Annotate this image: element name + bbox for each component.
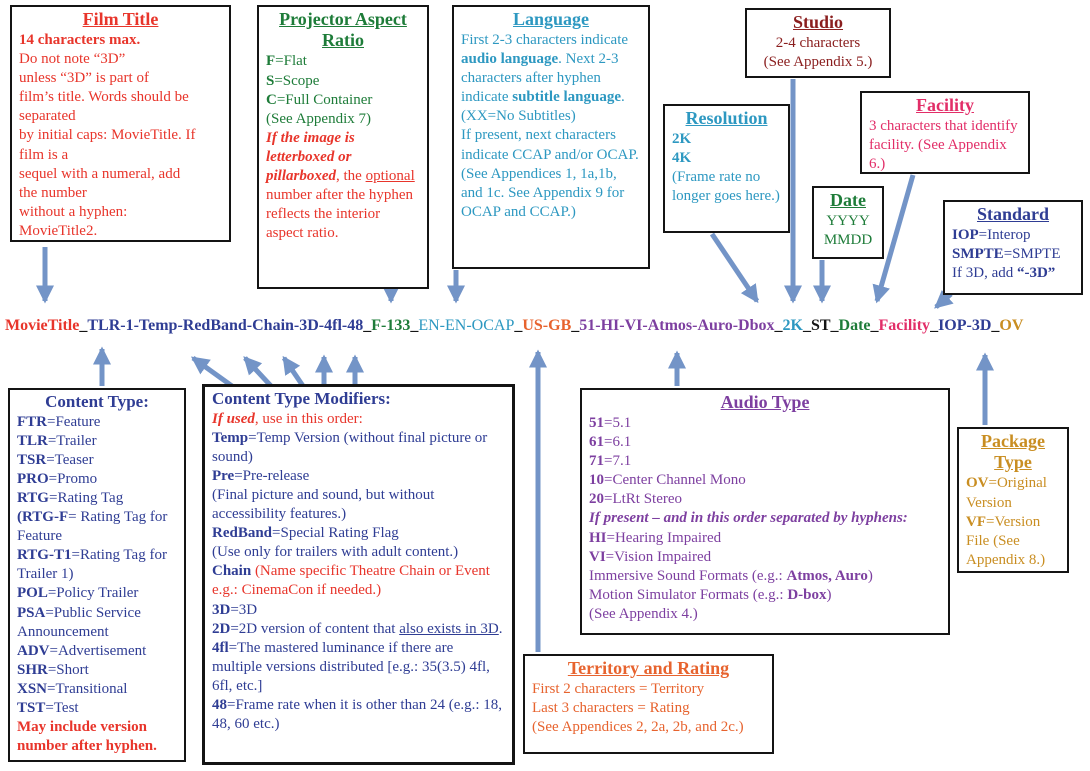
standard-body: IOP=Interop SMPTE=SMPTE If 3D, add “-3D” (952, 227, 1061, 282)
facility-box (860, 91, 1030, 174)
package-type-box (957, 427, 1069, 573)
resolution-heading: Resolution (685, 108, 768, 128)
standard-box (943, 200, 1083, 295)
projector-aspect-ratio-body: F=Flat S=Scope C=Full Container (See Appendix 7) If the image is letterboxed or pillarboxed, the optional number after the hyphen reflects the interior aspect ratio. (266, 53, 415, 241)
film-title-heading: Film Title (82, 9, 159, 29)
content-type-modifiers-box (202, 384, 515, 765)
territory-and-rating-heading: Territory and Rating (567, 658, 730, 678)
facility-heading: Facility (916, 95, 974, 115)
package-type-heading: Package Type (981, 431, 1045, 473)
date-heading: Date (830, 190, 866, 210)
facility-body: 3 characters that identify facility. (See Appendix 6.) (869, 118, 1018, 173)
arrow-modifier-temp (193, 358, 232, 386)
arrow-resolution (712, 234, 757, 301)
audio-type-box (580, 388, 950, 635)
studio-box (745, 8, 891, 78)
territory-and-rating-body: First 2 characters = Territory Last 3 characters = Rating (See Appendices 2, 2a, 2b, and 2c.) (532, 681, 744, 736)
studio-heading: Studio (792, 12, 844, 32)
resolution-box (663, 104, 790, 233)
projector-aspect-ratio-box (257, 5, 429, 289)
content-type-modifiers-heading: Content Type Modifiers: (212, 389, 391, 408)
package-type-body: OV=Original Version VF=Version File (See Appendix 8.) (966, 475, 1047, 568)
content-type-body: FTR=Feature TLR=Trailer TSR=Teaser PRO=Promo RTG=Rating Tag (RTG-F= Rating Tag for Feature RTG-T1=Rating Tag for Trailer 1) POL=Policy Trailer PSA=Public Service Announcement ADV=Advertisement SHR=Short XSN=Transitional TST=Test May include version number after hyphen. (17, 414, 168, 754)
dcp-filename: MovieTitle_TLR-1-Temp-RedBand-Chain-3D-4fl-48_F-133_EN-EN-OCAP_US-GB_51-HI-VI-Atmos-Auro-Dbox_2K_ST_Date_Facility_IOP-3D_OV (5, 317, 1024, 334)
studio-body: 2-4 characters (See Appendix 5.) (763, 35, 873, 71)
content-type-heading: Content Type: (45, 392, 149, 411)
date-box (812, 186, 884, 259)
arrow-standard (936, 294, 951, 307)
content-type-box (8, 388, 186, 762)
date-body: YYYY MMDD (823, 213, 873, 249)
arrow-modifier-chain (284, 358, 303, 386)
resolution-body: 2K 4K (Frame rate no longer goes here.) (672, 131, 780, 205)
audio-type-heading: Audio Type (720, 392, 810, 412)
standard-heading: Standard (976, 204, 1050, 224)
content-type-modifiers-body: If used, use in this order: Temp=Temp Version (without final picture or sound) Pre=Pre-release (Final picture and sound, but without accessibility features.) RedBand=Special Rating Flag (Use only for trailers with adult content.) Chain (Name specific Theatre Chain or Event e.g.: CinemaCon if needed.) 3D=3D 2D=2D version of content that also exists in 3D. 4fl=The mastered luminance if there are multiple versions distributed [e.g.: 35(3.5) 4fl, 6fl, etc.] 48=Frame rate when it is other than 24 (e.g.: 18, 48, 60 etc.) (212, 411, 503, 732)
film-title-box (10, 5, 231, 242)
audio-type-body: 51=5.1 61=6.1 71=7.1 10=Center Channel Mono 20=LtRt Stereo If present – and in this order separated by hyphens: HI=Hearing Impaired VI=Vision Impaired Immersive Sound Formats (e.g.: Atmos, Auro) Motion Simulator Formats (e.g.: D-box) (See Appendix 4.) (589, 415, 908, 622)
language-heading: Language (512, 9, 590, 29)
projector-aspect-ratio-heading: Projector Aspect Ratio (279, 9, 407, 51)
film-title-body: 14 characters max. Do not note “3D” unless “3D” is part of film’s title. Words should be separated by initial caps: MovieTitle. If film is a sequel with a numeral, add the number without a hyphen: MovieTitle2. (19, 32, 196, 239)
language-box (452, 5, 650, 269)
territory-and-rating-box (523, 654, 774, 754)
language-body: First 2-3 characters indicate audio language. Next 2-3 characters after hyphen indicate subtitle language. (XX=No Subtitles) If present, next characters indicate CCAP and/or OCAP. (See Appendices 1, 1a,1b, and 1c. See Appendix 9 for OCAP and CCAP.) (461, 32, 639, 220)
arrow-modifier-redband (245, 358, 271, 386)
